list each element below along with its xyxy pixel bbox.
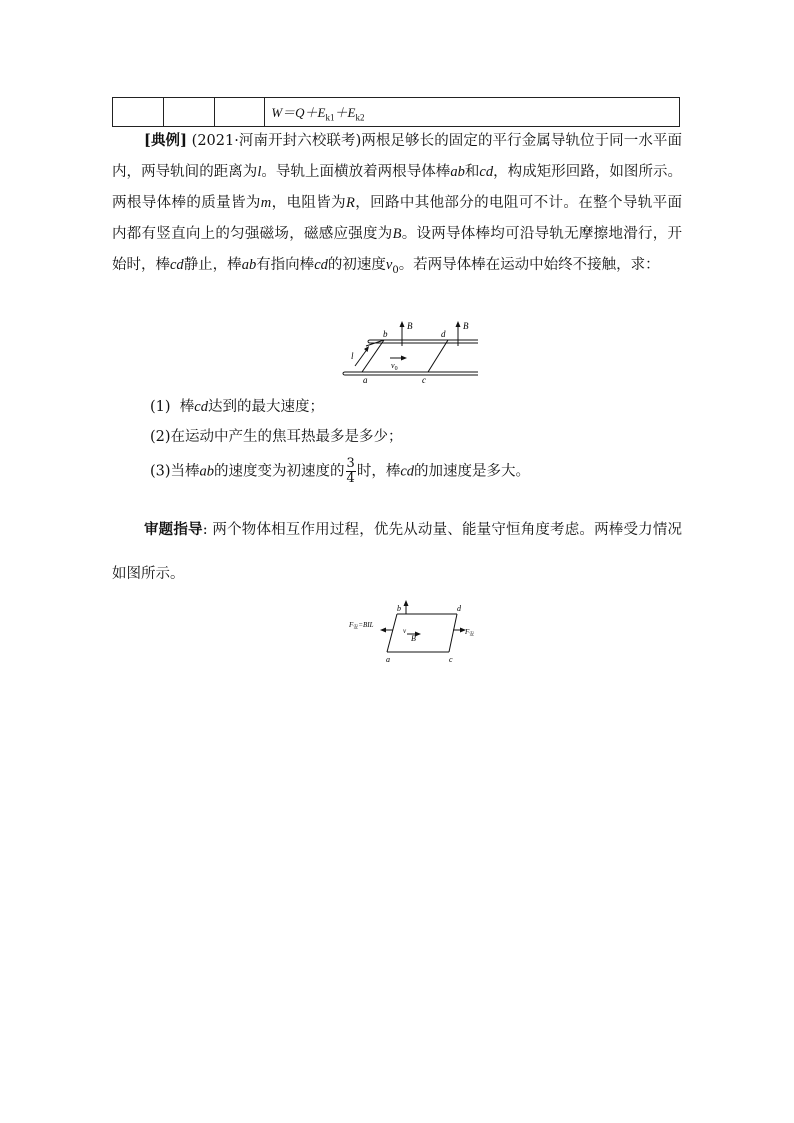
- fig2-force-right: $F_安$: [465, 628, 475, 638]
- fig2-label-d: d: [457, 604, 461, 613]
- guide-label: 审题指导: [144, 521, 203, 538]
- question-1: (1) 棒cd达到的最大速度；: [150, 399, 324, 415]
- force-diagram: [345, 600, 485, 668]
- example-source: (2021·河南开封六校联考): [191, 133, 362, 149]
- energy-formula: W＝Q＋E: [271, 104, 326, 120]
- table-fragment: [112, 97, 680, 127]
- example-paragraph: [典例] (2021·河南开封六校联考)两根足够长的固定的平行金属导轨位于同一水平面内，两导轨间的距离为l。导轨上面横放着两根导体棒ab和cd，构成矩形回路，如图所示。两根导体棒的质量皆为m，电阻皆为R，回路中其他部分的电阻可不计。在整个导轨平面内都有竖直向上的匀强磁场，磁感应强度为B。设两导体棒均可沿导轨无摩擦地滑行，开始时，棒cd静止，棒ab有指向棒cd的初速度$v_0$。若两导体棒在运动中始终不接触，求：: [112, 132, 683, 276]
- question-2: (2)在运动中产生的焦耳热最多是多少；: [150, 429, 403, 445]
- fig2-label-B: B: [411, 634, 416, 643]
- label-v0: $v_0$: [391, 361, 398, 372]
- energy-formula-cell: $W=Q+E_{k1}+E_{k2}$: [265, 98, 680, 127]
- label-a: a: [363, 375, 368, 384]
- label-c: c: [422, 375, 426, 384]
- rail-diagram: [340, 318, 485, 384]
- fig2-label-c: c: [449, 655, 453, 664]
- guide-paragraph: 审题指导: 两个物体相互作用过程，优先从动量、能量守恒角度考虑。两棒受力情况如图所示。: [112, 521, 683, 582]
- label-B-right: B: [463, 321, 469, 331]
- example-tag: [典例]: [144, 132, 187, 149]
- fraction-three-quarters: $\frac{3}{4}$: [346, 456, 355, 486]
- fig2-label-a: a: [386, 655, 390, 664]
- fig2-label-v: v: [403, 627, 407, 635]
- label-d: d: [441, 329, 446, 339]
- question-3: (3)当棒ab的速度变为初速度的 $\frac{3}{4}$ 时，棒cd的加速度是多大。: [150, 456, 531, 486]
- label-b: b: [383, 329, 388, 339]
- fig2-label-b: b: [397, 604, 401, 613]
- table-cell: [163, 98, 214, 127]
- table-cell: [113, 98, 164, 127]
- label-l: l: [351, 351, 354, 361]
- table-cell: [214, 98, 265, 127]
- fig2-force-left: $F_安=BIL$: [349, 621, 374, 631]
- label-B-left: B: [407, 321, 413, 331]
